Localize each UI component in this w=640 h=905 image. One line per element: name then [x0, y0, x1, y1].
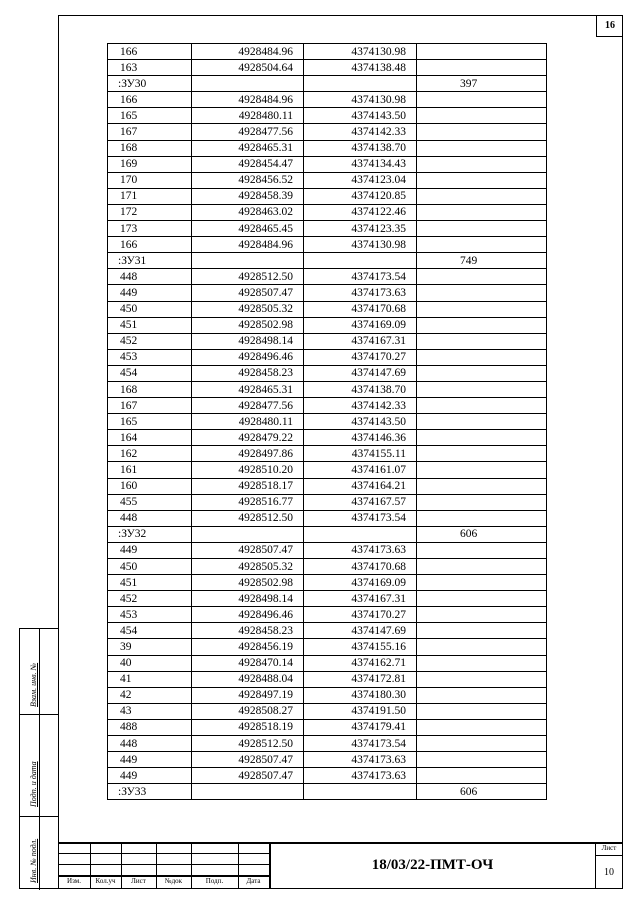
point-number-cell: 448 — [108, 510, 192, 526]
y-coordinate-cell: 4374173.63 — [304, 752, 417, 768]
area-cell — [417, 349, 547, 365]
area-cell — [417, 703, 547, 719]
area-cell — [417, 494, 547, 510]
side-cell-vzam — [20, 629, 59, 715]
area-cell — [417, 381, 547, 397]
point-number-cell: :ЗУ32 — [108, 526, 192, 542]
x-coordinate-cell: 4928465.45 — [192, 221, 304, 237]
sheet-number: 10 — [604, 867, 614, 878]
point-number-cell: 452 — [108, 333, 192, 349]
area-cell — [417, 687, 547, 703]
area-cell — [417, 655, 547, 671]
area-cell: 397 — [417, 76, 547, 92]
x-coordinate-cell: 4928512.50 — [192, 736, 304, 752]
y-coordinate-cell: 4374130.98 — [304, 92, 417, 108]
y-coordinate-cell: 4374142.33 — [304, 124, 417, 140]
coordinates-table — [107, 43, 547, 800]
y-coordinate-cell: 4374172.81 — [304, 671, 417, 687]
point-number-cell: 170 — [108, 172, 192, 188]
x-coordinate-cell: 4928484.96 — [192, 92, 304, 108]
section-row — [108, 76, 547, 92]
table-row — [108, 671, 547, 687]
area-cell — [417, 623, 547, 639]
table-row — [108, 559, 547, 575]
table-row — [108, 204, 547, 220]
area-cell: 749 — [417, 253, 547, 269]
table-row — [108, 333, 547, 349]
table-row — [108, 575, 547, 591]
area-cell — [417, 124, 547, 140]
side-label-vzam: Взам. инв. № — [29, 662, 38, 707]
area-cell: 606 — [417, 526, 547, 542]
side-label-inv: Инв. № подл. — [29, 838, 38, 883]
area-cell: 606 — [417, 784, 547, 800]
table-row — [108, 752, 547, 768]
point-number-cell: 451 — [108, 575, 192, 591]
x-coordinate-cell: 4928518.17 — [192, 478, 304, 494]
table-row — [108, 60, 547, 76]
y-coordinate-cell: 4374146.36 — [304, 430, 417, 446]
area-cell — [417, 446, 547, 462]
table-row — [108, 607, 547, 623]
point-number-cell: 449 — [108, 542, 192, 558]
x-coordinate-cell: 4928465.31 — [192, 381, 304, 397]
y-coordinate-cell: 4374191.50 — [304, 703, 417, 719]
point-number-cell: 172 — [108, 204, 192, 220]
x-coordinate-cell: 4928456.52 — [192, 172, 304, 188]
y-coordinate-cell: 4374142.33 — [304, 398, 417, 414]
area-cell — [417, 542, 547, 558]
table-row — [108, 156, 547, 172]
table-row — [108, 494, 547, 510]
x-coordinate-cell: 4928496.46 — [192, 607, 304, 623]
area-cell — [417, 719, 547, 735]
area-cell — [417, 462, 547, 478]
x-coordinate-cell: 4928463.02 — [192, 204, 304, 220]
y-coordinate-cell: 4374170.27 — [304, 607, 417, 623]
point-number-cell: 163 — [108, 60, 192, 76]
y-coordinate-cell: 4374155.11 — [304, 446, 417, 462]
side-divider — [39, 715, 40, 816]
y-coordinate-cell: 4374167.57 — [304, 494, 417, 510]
tb-header-ndok: №док — [164, 877, 183, 885]
table-row — [108, 430, 547, 446]
x-coordinate-cell: 4928479.22 — [192, 430, 304, 446]
x-coordinate-cell: 4928505.32 — [192, 559, 304, 575]
table-row — [108, 703, 547, 719]
y-coordinate-cell: 4374173.63 — [304, 768, 417, 784]
x-coordinate-cell: 4928504.64 — [192, 60, 304, 76]
table-row — [108, 269, 547, 285]
area-cell — [417, 269, 547, 285]
y-coordinate-cell: 4374138.70 — [304, 140, 417, 156]
x-coordinate-cell: 4928505.32 — [192, 301, 304, 317]
area-cell — [417, 156, 547, 172]
y-coordinate-cell — [304, 253, 417, 269]
table-row — [108, 237, 547, 253]
table-row — [108, 719, 547, 735]
side-stamp-strip — [19, 628, 58, 889]
point-number-cell: 40 — [108, 655, 192, 671]
y-coordinate-cell: 4374138.48 — [304, 60, 417, 76]
point-number-cell: :ЗУ33 — [108, 784, 192, 800]
x-coordinate-cell: 4928502.98 — [192, 575, 304, 591]
y-coordinate-cell — [304, 526, 417, 542]
y-coordinate-cell: 4374170.27 — [304, 349, 417, 365]
y-coordinate-cell: 4374123.04 — [304, 172, 417, 188]
x-coordinate-cell: 4928516.77 — [192, 494, 304, 510]
tb-header-izm: Изм. — [67, 877, 81, 885]
table-row — [108, 736, 547, 752]
area-cell — [417, 736, 547, 752]
y-coordinate-cell: 4374147.69 — [304, 365, 417, 381]
y-coordinate-cell: 4374161.07 — [304, 462, 417, 478]
point-number-cell: 168 — [108, 140, 192, 156]
title-block — [58, 842, 623, 889]
point-number-cell: 453 — [108, 607, 192, 623]
section-row — [108, 253, 547, 269]
x-coordinate-cell: 4928498.14 — [192, 591, 304, 607]
point-number-cell: 161 — [108, 462, 192, 478]
point-number-cell: 449 — [108, 285, 192, 301]
table-row — [108, 639, 547, 655]
area-cell — [417, 221, 547, 237]
point-number-cell: 165 — [108, 414, 192, 430]
x-coordinate-cell: 4928512.50 — [192, 510, 304, 526]
area-cell — [417, 285, 547, 301]
y-coordinate-cell: 4374170.68 — [304, 559, 417, 575]
y-coordinate-cell: 4374122.46 — [304, 204, 417, 220]
tb-header-data: Дата — [246, 877, 261, 885]
x-coordinate-cell: 4928497.86 — [192, 446, 304, 462]
side-cell-podp — [20, 715, 59, 817]
page-number: 16 — [605, 20, 615, 31]
y-coordinate-cell: 4374169.09 — [304, 575, 417, 591]
point-number-cell: 454 — [108, 623, 192, 639]
table-row — [108, 478, 547, 494]
y-coordinate-cell: 4374170.68 — [304, 301, 417, 317]
area-cell — [417, 172, 547, 188]
area-cell — [417, 752, 547, 768]
area-cell — [417, 398, 547, 414]
area-cell — [417, 559, 547, 575]
area-cell — [417, 478, 547, 494]
tb-header-list: Лист — [131, 877, 146, 885]
y-coordinate-cell: 4374167.31 — [304, 591, 417, 607]
point-number-cell: 164 — [108, 430, 192, 446]
point-number-cell: 160 — [108, 478, 192, 494]
y-coordinate-cell: 4374164.21 — [304, 478, 417, 494]
tb-header-podp: Подп. — [205, 877, 224, 885]
y-coordinate-cell — [304, 784, 417, 800]
y-coordinate-cell: 4374179.41 — [304, 719, 417, 735]
x-coordinate-cell — [192, 76, 304, 92]
y-coordinate-cell: 4374173.54 — [304, 269, 417, 285]
area-cell — [417, 44, 547, 60]
section-row — [108, 784, 547, 800]
x-coordinate-cell: 4928458.23 — [192, 365, 304, 381]
area-cell — [417, 140, 547, 156]
table-row — [108, 365, 547, 381]
x-coordinate-cell — [192, 526, 304, 542]
area-cell — [417, 60, 547, 76]
y-coordinate-cell: 4374169.09 — [304, 317, 417, 333]
area-cell — [417, 671, 547, 687]
area-cell — [417, 639, 547, 655]
y-coordinate-cell: 4374130.98 — [304, 44, 417, 60]
table-row — [108, 462, 547, 478]
y-coordinate-cell: 4374120.85 — [304, 188, 417, 204]
table-row — [108, 446, 547, 462]
table-row — [108, 92, 547, 108]
x-coordinate-cell: 4928456.19 — [192, 639, 304, 655]
x-coordinate-cell: 4928496.46 — [192, 349, 304, 365]
table-row — [108, 140, 547, 156]
y-coordinate-cell: 4374167.31 — [304, 333, 417, 349]
point-number-cell: 39 — [108, 639, 192, 655]
point-number-cell: 162 — [108, 446, 192, 462]
area-cell — [417, 510, 547, 526]
y-coordinate-cell — [304, 76, 417, 92]
area-cell — [417, 108, 547, 124]
point-number-cell: 452 — [108, 591, 192, 607]
y-coordinate-cell: 4374138.70 — [304, 381, 417, 397]
y-coordinate-cell: 4374173.63 — [304, 285, 417, 301]
x-coordinate-cell: 4928518.19 — [192, 719, 304, 735]
y-coordinate-cell: 4374173.63 — [304, 542, 417, 558]
side-divider — [39, 817, 40, 890]
x-coordinate-cell: 4928454.47 — [192, 156, 304, 172]
side-label-podp: Подп. и дата — [29, 761, 38, 807]
point-number-cell: 168 — [108, 381, 192, 397]
x-coordinate-cell: 4928477.56 — [192, 124, 304, 140]
y-coordinate-cell: 4374173.54 — [304, 736, 417, 752]
x-coordinate-cell: 4928507.47 — [192, 752, 304, 768]
point-number-cell: 453 — [108, 349, 192, 365]
x-coordinate-cell: 4928470.14 — [192, 655, 304, 671]
section-row — [108, 526, 547, 542]
area-cell — [417, 188, 547, 204]
side-divider — [39, 629, 40, 714]
x-coordinate-cell: 4928480.11 — [192, 414, 304, 430]
x-coordinate-cell: 4928507.47 — [192, 768, 304, 784]
point-number-cell: 165 — [108, 108, 192, 124]
point-number-cell: 166 — [108, 92, 192, 108]
x-coordinate-cell: 4928458.39 — [192, 188, 304, 204]
x-coordinate-cell: 4928502.98 — [192, 317, 304, 333]
side-cell-inv — [20, 817, 59, 890]
area-cell — [417, 414, 547, 430]
y-coordinate-cell: 4374147.69 — [304, 623, 417, 639]
x-coordinate-cell: 4928477.56 — [192, 398, 304, 414]
point-number-cell: :ЗУ30 — [108, 76, 192, 92]
point-number-cell: 454 — [108, 365, 192, 381]
table-row — [108, 188, 547, 204]
x-coordinate-cell: 4928465.31 — [192, 140, 304, 156]
table-row — [108, 687, 547, 703]
x-coordinate-cell: 4928508.27 — [192, 703, 304, 719]
table-row — [108, 108, 547, 124]
y-coordinate-cell: 4374173.54 — [304, 510, 417, 526]
table-row — [108, 172, 547, 188]
table-row — [108, 542, 547, 558]
area-cell — [417, 365, 547, 381]
area-cell — [417, 333, 547, 349]
point-number-cell: 166 — [108, 237, 192, 253]
x-coordinate-cell: 4928480.11 — [192, 108, 304, 124]
table-row — [108, 285, 547, 301]
point-number-cell: 448 — [108, 269, 192, 285]
sheet-label: Лист — [601, 844, 617, 852]
y-coordinate-cell: 4374134.43 — [304, 156, 417, 172]
table-row — [108, 44, 547, 60]
x-coordinate-cell: 4928484.96 — [192, 237, 304, 253]
area-cell — [417, 301, 547, 317]
x-coordinate-cell: 4928484.96 — [192, 44, 304, 60]
area-cell — [417, 768, 547, 784]
area-cell — [417, 575, 547, 591]
table-row — [108, 221, 547, 237]
point-number-cell: :ЗУ31 — [108, 253, 192, 269]
table-row — [108, 349, 547, 365]
x-coordinate-cell: 4928507.47 — [192, 542, 304, 558]
x-coordinate-cell: 4928510.20 — [192, 462, 304, 478]
table-row — [108, 381, 547, 397]
point-number-cell: 167 — [108, 124, 192, 140]
point-number-cell: 42 — [108, 687, 192, 703]
table-row — [108, 398, 547, 414]
point-number-cell: 451 — [108, 317, 192, 333]
point-number-cell: 167 — [108, 398, 192, 414]
y-coordinate-cell: 4374123.35 — [304, 221, 417, 237]
table-row — [108, 591, 547, 607]
table-row — [108, 301, 547, 317]
y-coordinate-cell: 4374143.50 — [304, 108, 417, 124]
y-coordinate-cell: 4374130.98 — [304, 237, 417, 253]
area-cell — [417, 92, 547, 108]
x-coordinate-cell: 4928488.04 — [192, 671, 304, 687]
area-cell — [417, 204, 547, 220]
table-row — [108, 414, 547, 430]
x-coordinate-cell: 4928498.14 — [192, 333, 304, 349]
x-coordinate-cell: 4928458.23 — [192, 623, 304, 639]
y-coordinate-cell: 4374155.16 — [304, 639, 417, 655]
tb-header-kolich: Кол.уч — [95, 877, 116, 885]
table-row — [108, 317, 547, 333]
point-number-cell: 448 — [108, 736, 192, 752]
area-cell — [417, 591, 547, 607]
x-coordinate-cell: 4928507.47 — [192, 285, 304, 301]
table-row — [108, 124, 547, 140]
x-coordinate-cell: 4928512.50 — [192, 269, 304, 285]
document-code: 18/03/22-ПМТ-ОЧ — [371, 857, 494, 873]
point-number-cell: 449 — [108, 752, 192, 768]
point-number-cell: 450 — [108, 301, 192, 317]
area-cell — [417, 317, 547, 333]
point-number-cell: 171 — [108, 188, 192, 204]
page-number-box — [596, 15, 623, 37]
y-coordinate-cell: 4374162.71 — [304, 655, 417, 671]
point-number-cell: 455 — [108, 494, 192, 510]
y-coordinate-cell: 4374143.50 — [304, 414, 417, 430]
x-coordinate-cell — [192, 253, 304, 269]
point-number-cell: 43 — [108, 703, 192, 719]
area-cell — [417, 237, 547, 253]
x-coordinate-cell — [192, 784, 304, 800]
point-number-cell: 450 — [108, 559, 192, 575]
point-number-cell: 169 — [108, 156, 192, 172]
table-row — [108, 655, 547, 671]
point-number-cell: 488 — [108, 719, 192, 735]
area-cell — [417, 607, 547, 623]
table-row — [108, 623, 547, 639]
table-row — [108, 510, 547, 526]
point-number-cell: 41 — [108, 671, 192, 687]
coordinates-table-body — [108, 44, 547, 800]
area-cell — [417, 430, 547, 446]
point-number-cell: 173 — [108, 221, 192, 237]
x-coordinate-cell: 4928497.19 — [192, 687, 304, 703]
y-coordinate-cell: 4374180.30 — [304, 687, 417, 703]
point-number-cell: 166 — [108, 44, 192, 60]
table-row — [108, 768, 547, 784]
point-number-cell: 449 — [108, 768, 192, 784]
